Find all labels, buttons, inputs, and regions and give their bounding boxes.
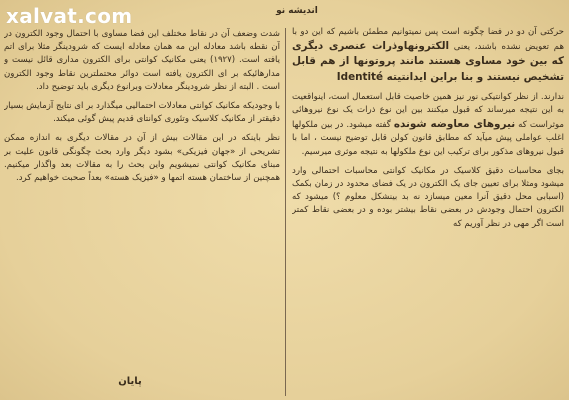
paragraph bbox=[292, 26, 564, 85]
page-header: اندیشه نو bbox=[276, 6, 318, 16]
paragraph: با وجودیکه مکانیک کوانتی معادلات احتمالیی میگذارد بر ای نتایج آزمایش بسیار دقیقتر از مکانیک کلاسیک وتئوری کوانتای قدیم پیش گوئی میکند. bbox=[4, 101, 280, 125]
left-column bbox=[4, 28, 280, 396]
paragraph-text: ندارند. از نظر کوانتیکی نور نیز همین خاصیت قابل استعمال است، اینواقعیت به این نتیجه میرساند که قبول میکنند بین این نوع ذرات یک نوع نیروهائی موثراست که bbox=[292, 91, 564, 131]
column-divider bbox=[285, 28, 286, 396]
paragraph: بجای محاسبات دقیق کلاسیک در مکانیک کوانتی محاسبات احتمالی وارد میشود ومثلا برای تعیین جای یک الکترون در یک فضای محدود در زمان بکمک (اسبابی محل دقیق آنرا معین میسازد نه بد بینشکل معلوم ؟) میشود که الکترون احتمال وجودش در بعضی نقاط بیشتر بوده و در بعضی نقاط کمتر است اگر مهی در نظر آوریم که bbox=[292, 165, 564, 229]
end-label: پایان bbox=[118, 376, 142, 387]
paragraph: نظر باینکه در این مقالات بیش از آن در مقالات دیگری به اندازه ممکن تشریحی از «جهان فیزیکی» بشود دیگر وارد بحث چگونگی قانون علیت بر مبنای مکانیک کوانتی نمیشویم واین بحث را به مقالات بعد واگذار میکنیم. همچنین از ساختمان هسته اتمها و «فیزیک هسته» بعداً صحبت خواهیم کرد. bbox=[4, 133, 280, 184]
watermark: xalvat.com bbox=[6, 4, 133, 28]
paragraph bbox=[292, 91, 564, 159]
right-column bbox=[292, 26, 564, 396]
paragraph: شدت وضعف آن در نقاط مختلف این فضا مساوی با احتمال وجود الکترون در آن نقطه باشد معادله این مه همان معادله ایست که شرودینگر مثلا برای اتم یافته است. (۱۹۲۷) یعنی مکانیک کوانتی برای الکترون مداری قائل نیست و مدارهائیکه بر ای الکترون یافته است دوائر محتملترین نقاط وجود الکترون است . البته از نظر شرودینگر معادلات وبرانوع دیگری باید توضیح داد. bbox=[4, 29, 280, 92]
bold-text: الکترونهاوذرات عنصری دیگری که بین خود مساوی هستند مانند پروتونها از هم قابل تشخیص نیستند و بنا براین ایدانتیته Identité bbox=[292, 40, 564, 83]
bold-text: نیروهای معاوضه شونده bbox=[393, 118, 516, 131]
paragraph-text: گفته میشود. در بین ملکولها اغلب عواملی پیش میآید که مطابق قانون کولن قابل توضیح نیست ، اما با قبول نیروهای مذکور برای ترکیب این نوع ملکولها به نتیجه موثری میرسیم. bbox=[292, 120, 564, 157]
paragraph-text: حرکتی آن دو در فضا چگونه است پس نمیتوانیم مطمئن باشیم که این دو با هم تعویض نشده باشند، یعنی bbox=[292, 27, 564, 53]
